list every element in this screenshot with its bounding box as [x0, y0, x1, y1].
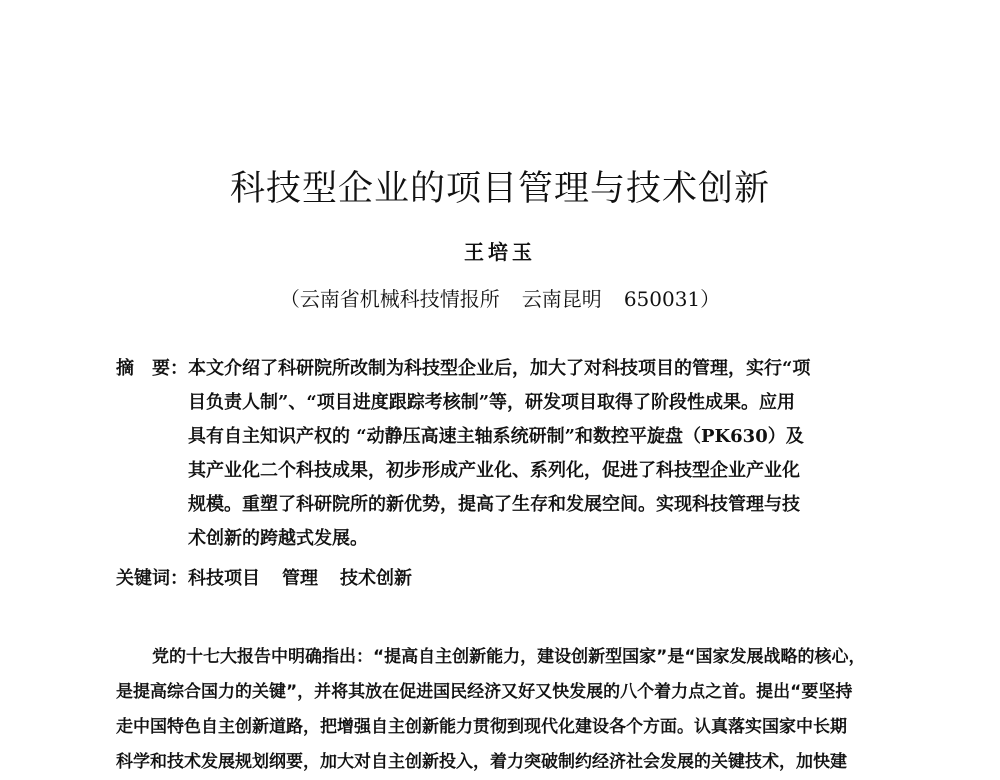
- affiliation-close-paren: ）: [700, 287, 721, 311]
- abstract-line: 规模。重塑了科研院所的新优势，提高了生存和发展空间。实现科技管理与技: [188, 494, 800, 515]
- paper-title: 科技型企业的项目管理与技术创新: [229, 169, 770, 210]
- keyword-item: 科技项目: [188, 568, 260, 589]
- keywords: [116, 562, 896, 596]
- abstract-line: 其产业化二个科技成果，初步形成产业化、系列化，促进了科技型企业产业化: [188, 460, 800, 481]
- author-name: 王培玉: [464, 240, 536, 264]
- body-line: 是提高综合国力的关键”，并将其放在促进国民经济又好又快发展的八个着力点之首。提出“要坚持: [116, 682, 853, 702]
- body-line: 科学和技术发展规划纲要，加大对自主创新投入，着力突破制约经济社会发展的关键技术，加快建: [116, 752, 847, 772]
- keyword-item: 管理: [282, 568, 318, 589]
- abstract: [116, 352, 896, 556]
- abstract-line: 本文介绍了科研院所改制为科技型企业后，加大了对科技项目的管理，实行“项: [188, 358, 811, 379]
- body-line: 党的十七大报告中明确指出：“提高自主创新能力，建设创新型国家”是“国家发展战略的核心，: [152, 647, 866, 667]
- affiliation-organization: 云南省机械科技情报所: [299, 287, 500, 311]
- keywords-label: 关键词：: [116, 568, 188, 589]
- keyword-item: 技术创新: [340, 568, 412, 589]
- body-paragraph: [116, 640, 896, 772]
- abstract-line: 术创新的跨越式发展。: [188, 528, 368, 549]
- affiliation-open-paren: （: [279, 287, 300, 311]
- abstract-label: 摘 要：: [116, 358, 188, 379]
- body-line: 走中国特色自主创新道路，把增强自主创新能力贯彻到现代化建设各个方面。认真落实国家中长期: [116, 717, 847, 737]
- abstract-line: 目负责人制”、“项目进度跟踪考核制”等，研发项目取得了阶段性成果。应用: [188, 392, 796, 413]
- affiliation-location: 云南昆明: [521, 287, 602, 311]
- author-affiliation: [0, 284, 1000, 314]
- affiliation-postcode: 650031: [623, 287, 701, 311]
- abstract-line: 具有自主知识产权的 “动静压高速主轴系统研制”和数控平旋盘（PK630）及: [188, 426, 804, 447]
